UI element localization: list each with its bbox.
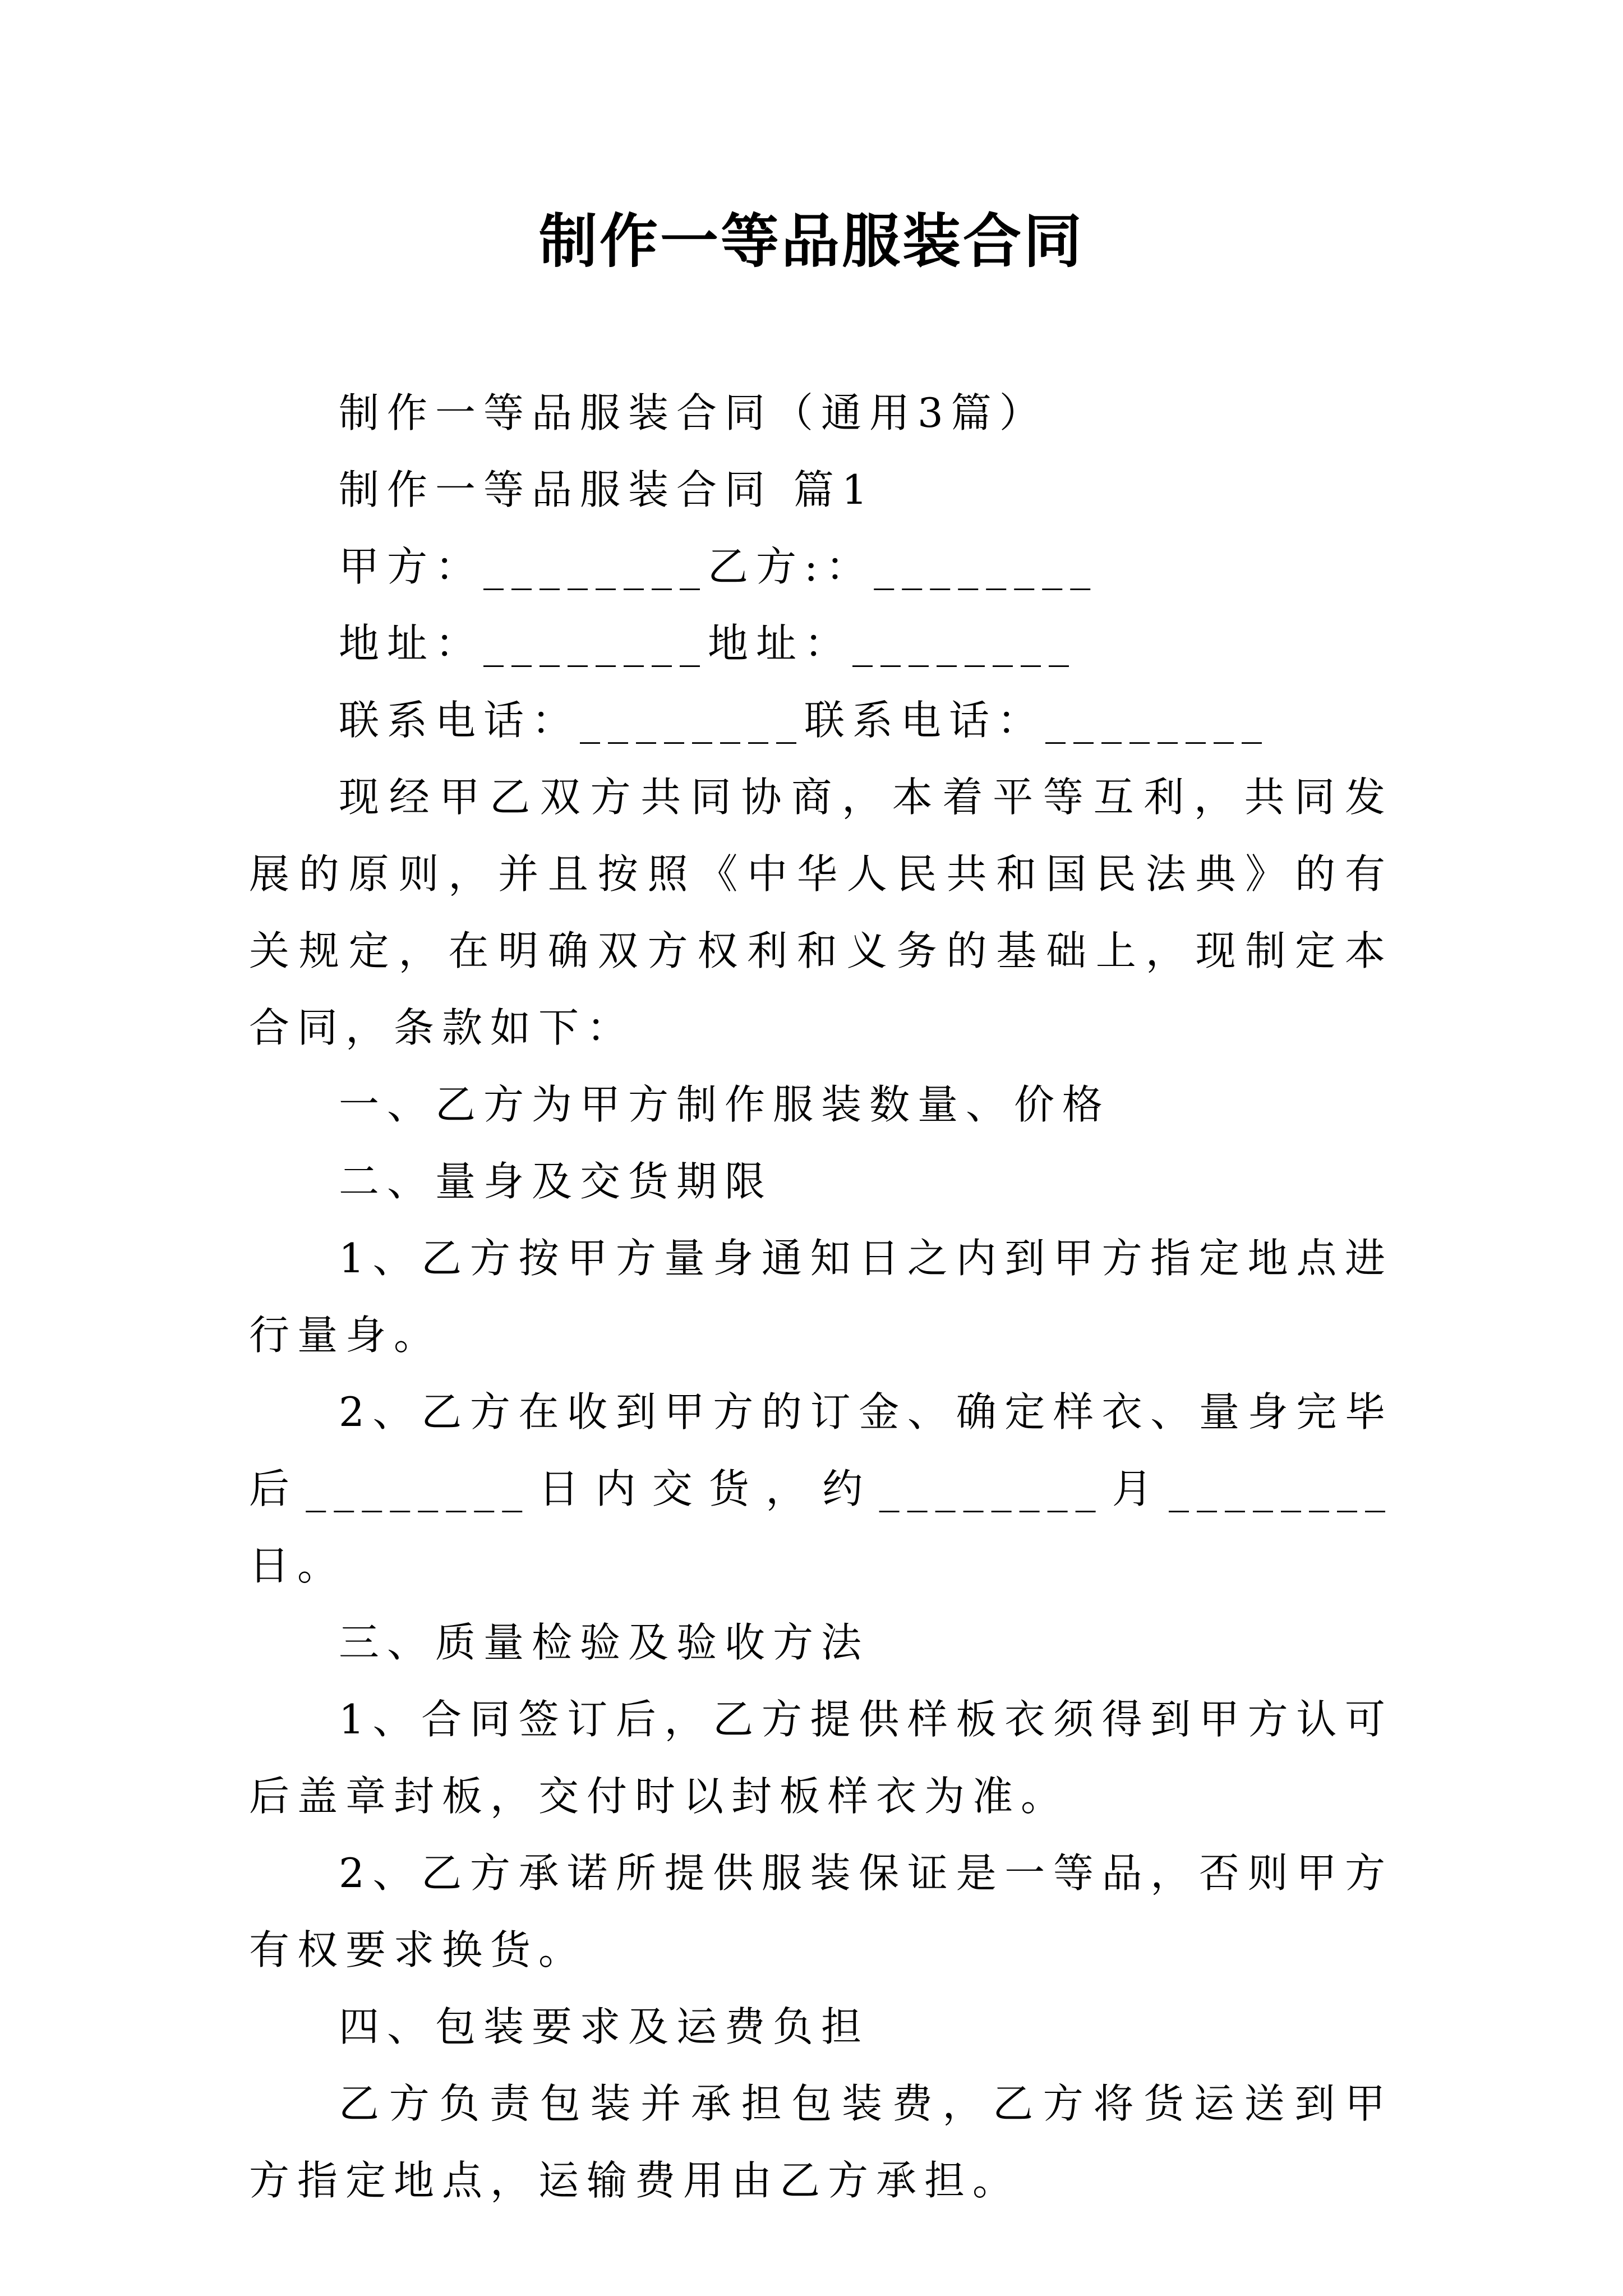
paragraph-subtitle: 制作一等品服装合同（通用3篇）	[339, 389, 1048, 436]
paragraph-address: 地址：________地址：________	[339, 620, 1077, 667]
paragraph-clause-3-item-2: 2、乙方承诺所提供服装保证是一等品，否则甲方有权要求换货。	[249, 1849, 1393, 1973]
paragraph-clause-2-item-1: 1、乙方按甲方量身通知日之内到甲方指定地点进行量身。	[249, 1235, 1393, 1359]
paragraph-clause-2-heading: 二、量身及交货期限	[339, 1158, 773, 1205]
paragraph-clause-4-body: 乙方负责包装并承担包装费，乙方将货运送到甲方指定地点，运输费用由乙方承担。	[249, 2080, 1393, 2204]
paragraph-clause-4-heading: 四、包装要求及运费负担	[339, 2003, 870, 2050]
document-body	[249, 375, 1393, 2219]
paragraph-section-heading: 制作一等品服装合同 篇1	[339, 466, 875, 513]
paragraph-clause-1-heading: 一、乙方为甲方制作服装数量、价格	[339, 1081, 1111, 1128]
paragraph-parties: 甲方：________乙方:：________	[339, 543, 1099, 590]
paragraph-phone: 联系电话：________联系电话：________	[339, 697, 1270, 744]
paragraph-clause-2-item-2: 2、乙方在收到甲方的订金、确定样衣、量身完毕后________日内交货，约________月________日。	[249, 1388, 1393, 1589]
document-title: 制作一等品服装合同	[538, 206, 1084, 275]
paragraph-clause-3-heading: 三、质量检验及验收方法	[339, 1619, 870, 1666]
paragraph-clause-3-item-1: 1、合同签订后，乙方提供样板衣须得到甲方认可后盖章封板，交付时以封板样衣为准。	[249, 1696, 1393, 1820]
paragraph-preamble: 现经甲乙双方共同协商，本着平等互利，共同发展的原则，并且按照《中华人民共和国民法典》的有关规定，在明确双方权利和义务的基础上，现制定本合同，条款如下：	[249, 774, 1393, 1051]
